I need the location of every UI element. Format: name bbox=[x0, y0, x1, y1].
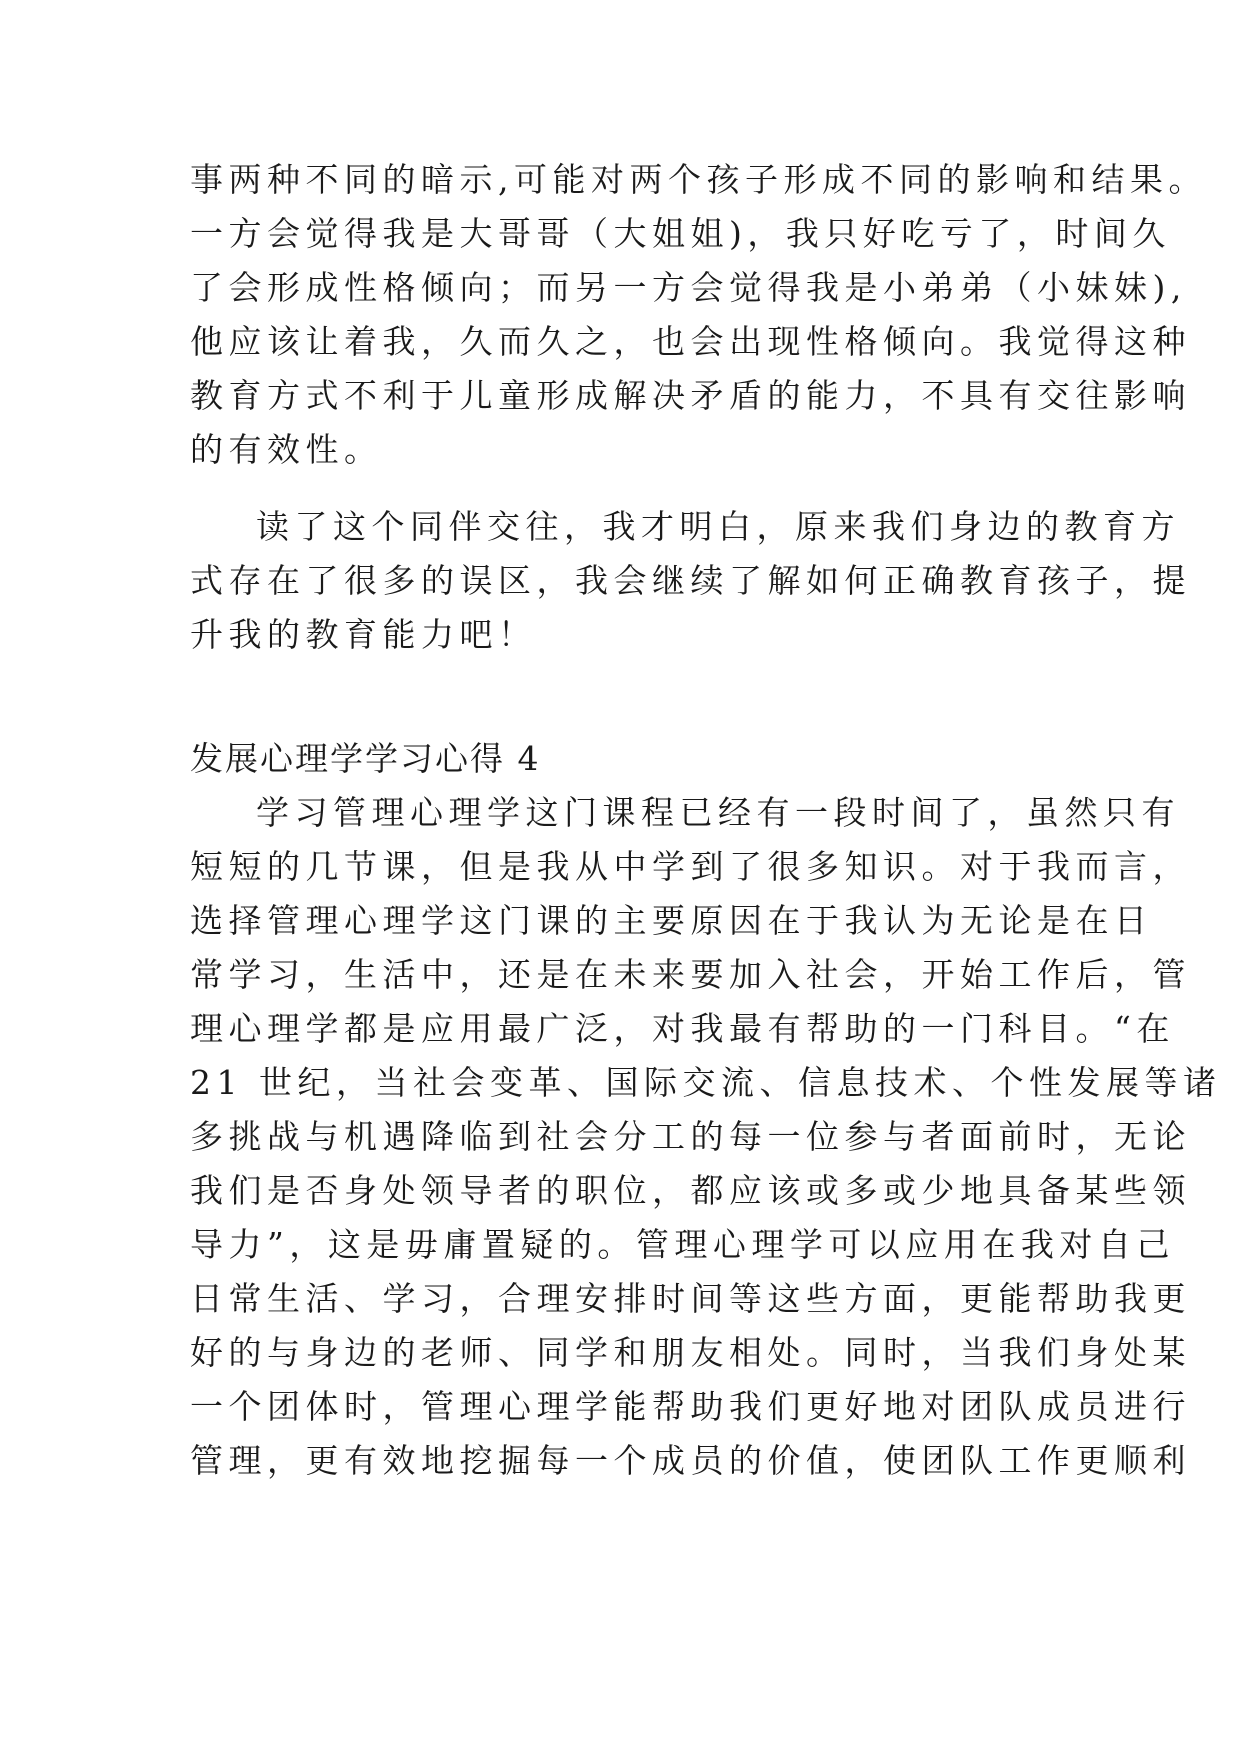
text-line: 理心理学都是应用最广泛，对我最有帮助的一门科目。“在 bbox=[190, 1009, 1175, 1048]
text-line: 他应该让着我，久而久之，也会出现性格倾向。我觉得这种 bbox=[190, 322, 1191, 361]
text-line: 一方会觉得我是大哥哥（大姐姐)，我只好吃亏了，时间久 bbox=[190, 214, 1171, 253]
section-heading: 发展心理学学习心得 4 bbox=[190, 739, 541, 778]
text-line: 好的与身边的老师、同学和朋友相处。同时，当我们身处某 bbox=[190, 1333, 1191, 1372]
text-line: 学习管理心理学这门课程已经有一段时间了，虽然只有 bbox=[256, 793, 1180, 832]
text-line: 21 世纪，当社会变革、国际交流、信息技术、个性发展等诸 bbox=[190, 1063, 1222, 1102]
text-line: 导力”，这是毋庸置疑的。管理心理学可以应用在我对自己 bbox=[190, 1225, 1175, 1264]
text-line: 读了这个同伴交往，我才明白，原来我们身边的教育方 bbox=[256, 507, 1180, 546]
text-line: 式存在了很多的误区，我会继续了解如何正确教育孩子，提 bbox=[190, 561, 1191, 600]
text-line: 教育方式不利于儿童形成解决矛盾的能力，不具有交往影响 bbox=[190, 376, 1191, 415]
text-line: 事两种不同的暗示,可能对两个孩子形成不同的影响和结果。 bbox=[190, 160, 1207, 199]
text-line: 日常生活、学习，合理安排时间等这些方面，更能帮助我更 bbox=[190, 1279, 1191, 1318]
text-line: 的有效性。 bbox=[190, 430, 383, 469]
text-line: 升我的教育能力吧！ bbox=[190, 615, 537, 654]
text-line: 短短的几节课，但是我从中学到了很多知识。对于我而言， bbox=[190, 847, 1191, 886]
text-line: 一个团体时，管理心理学能帮助我们更好地对团队成员进行 bbox=[190, 1387, 1191, 1426]
text-line: 管理，更有效地挖掘每一个成员的价值，使团队工作更顺利 bbox=[190, 1441, 1191, 1480]
text-line: 了会形成性格倾向；而另一方会觉得我是小弟弟（小妹妹), bbox=[190, 268, 1187, 307]
text-line: 多挑战与机遇降临到社会分工的每一位参与者面前时，无论 bbox=[190, 1117, 1191, 1156]
text-line: 选择管理心理学这门课的主要原因在于我认为无论是在日 bbox=[190, 901, 1153, 940]
text-line: 常学习，生活中，还是在未来要加入社会，开始工作后，管 bbox=[190, 955, 1191, 994]
text-line: 我们是否身处领导者的职位，都应该或多或少地具备某些领 bbox=[190, 1171, 1191, 1210]
